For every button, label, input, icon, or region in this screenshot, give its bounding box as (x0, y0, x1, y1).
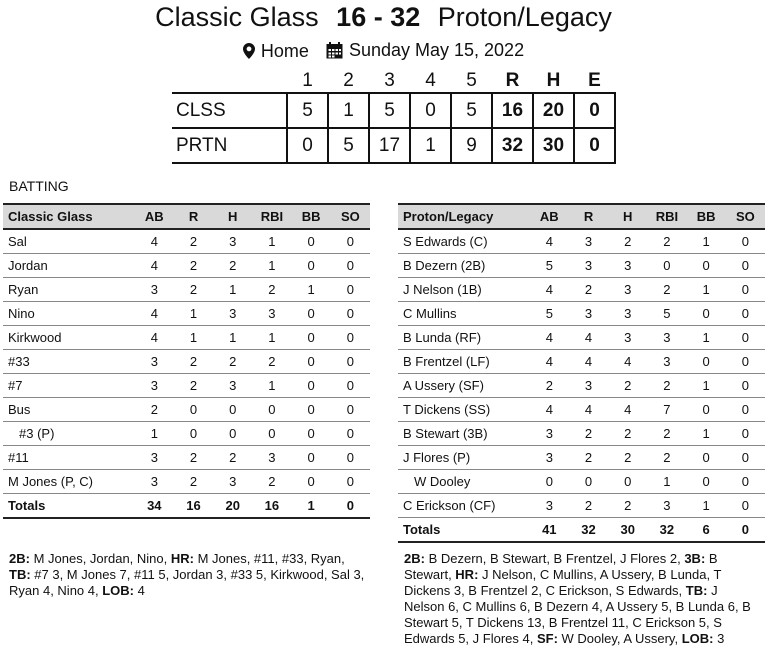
stat-cell: 2 (569, 446, 608, 470)
runs-header: R (505, 70, 520, 91)
note-label: LOB: (681, 631, 714, 646)
inning-runs: 1 (328, 93, 369, 128)
batting-section-label: BATTING (9, 178, 69, 194)
away-team-name: Classic Glass (155, 2, 319, 32)
stat-cell: 1 (687, 422, 726, 446)
stat-cell: 3 (647, 326, 686, 350)
stat-cell: 3 (569, 302, 608, 326)
inning-runs: 0 (410, 93, 451, 128)
stat-cell: 3 (530, 422, 569, 446)
stat-cell: 7 (647, 398, 686, 422)
stat-cell: 4 (569, 398, 608, 422)
stat-cell: 1 (174, 326, 213, 350)
totals-cell: 32 (569, 518, 608, 543)
note-label: 2B: (9, 551, 30, 566)
stat-cell: 5 (530, 254, 569, 278)
player-name: C Mullins (398, 302, 530, 326)
stat-column-header: R (569, 204, 608, 229)
stat-cell: 1 (252, 374, 291, 398)
totals-cell: 32 (647, 518, 686, 543)
final-score: 16 - 32 (336, 2, 421, 32)
player-name: A Ussery (SF) (398, 374, 530, 398)
inning-runs: 5 (369, 93, 410, 128)
date-item (326, 38, 524, 62)
stat-cell: 0 (687, 446, 726, 470)
note-text: 3 (713, 631, 725, 646)
player-row (3, 254, 370, 278)
stat-cell: 2 (213, 350, 252, 374)
stat-cell: 0 (608, 470, 647, 494)
player-row (3, 422, 370, 446)
player-row (3, 229, 370, 254)
stat-cell: 0 (331, 422, 370, 446)
stat-column-header: RBI (252, 204, 291, 229)
stat-cell: 4 (530, 229, 569, 254)
stat-cell: 0 (647, 254, 686, 278)
stat-cell: 3 (135, 350, 174, 374)
stat-cell: 0 (174, 422, 213, 446)
linescore-row-home (172, 128, 615, 163)
stat-cell: 0 (331, 398, 370, 422)
total-hits: 30 (533, 128, 574, 163)
totals-cell: 41 (530, 518, 569, 543)
totals-cell: 16 (174, 494, 213, 519)
player-row (3, 350, 370, 374)
stat-cell: 0 (687, 254, 726, 278)
location-text: Home (260, 40, 309, 61)
stat-cell: 1 (687, 326, 726, 350)
stat-cell: 3 (608, 254, 647, 278)
box-header-row (3, 204, 370, 229)
player-row (398, 229, 765, 254)
inning-runs: 1 (410, 128, 451, 163)
stat-cell: 0 (292, 470, 331, 494)
note-label: HR: (455, 567, 479, 582)
note-label: LOB: (102, 583, 134, 598)
stat-cell: 0 (687, 398, 726, 422)
stat-cell: 0 (292, 302, 331, 326)
note-label: 3B: (684, 551, 706, 566)
player-row (398, 398, 765, 422)
stat-cell: 0 (292, 229, 331, 254)
stat-cell: 3 (135, 374, 174, 398)
stat-cell: 2 (252, 470, 291, 494)
player-name: B Lunda (RF) (398, 326, 530, 350)
stat-cell: 0 (292, 350, 331, 374)
player-name: J Nelson (1B) (398, 278, 530, 302)
player-name: #11 (3, 446, 135, 470)
stat-cell: 2 (530, 374, 569, 398)
stat-cell: 0 (213, 398, 252, 422)
stat-column-header: R (174, 204, 213, 229)
stat-cell: 3 (608, 326, 647, 350)
player-name: C Erickson (CF) (398, 494, 530, 518)
totals-row (3, 494, 370, 519)
player-name: Jordan (3, 254, 135, 278)
note-text: B Stewart, (404, 551, 718, 582)
totals-row (398, 518, 765, 543)
player-name: #3 (P) (3, 422, 135, 446)
totals-cell: 30 (608, 518, 647, 543)
team-column-header: Classic Glass (3, 204, 135, 229)
stat-column-header: BB (292, 204, 331, 229)
stat-cell: 1 (213, 326, 252, 350)
player-name: Bus (3, 398, 135, 422)
home-batting-notes (404, 551, 760, 647)
location-item (243, 39, 309, 63)
inning-runs: 5 (287, 93, 328, 128)
note-label: SF: (536, 631, 558, 646)
note-label: 2B: (404, 551, 425, 566)
inning-header: 4 (425, 70, 436, 91)
calendar-icon (326, 42, 343, 59)
stat-column-header: AB (530, 204, 569, 229)
stat-column-header: BB (687, 204, 726, 229)
note-text: #7 3, M Jones 7, #11 5, Jordan 3, #33 5, Kirkwood, Sal 3, Ryan 4, Nino 4, (9, 567, 365, 598)
stat-cell: 4 (569, 326, 608, 350)
stat-cell: 0 (292, 446, 331, 470)
linescore-header (172, 70, 615, 93)
note-text: J Nelson 6, C Mullins 6, B Dezern 4, A Ussery 5, B Lunda 6, B Stewart 5, T Dickens 13, B Frentzel 11, C Erickson 5, S Edwards 5, J Flores 4, (404, 583, 751, 646)
player-row (3, 446, 370, 470)
stat-cell: 4 (530, 350, 569, 374)
stat-cell: 0 (174, 398, 213, 422)
inning-header: 2 (343, 70, 354, 91)
stat-cell: 3 (647, 494, 686, 518)
stat-cell: 0 (726, 302, 765, 326)
game-meta (0, 38, 767, 65)
stat-cell: 0 (726, 398, 765, 422)
totals-cell: 0 (331, 494, 370, 519)
stat-cell: 1 (292, 278, 331, 302)
away-batting-table (3, 203, 370, 519)
player-row (398, 350, 765, 374)
stat-cell: 0 (726, 229, 765, 254)
stat-cell: 2 (213, 446, 252, 470)
stat-cell: 0 (726, 422, 765, 446)
totals-label: Totals (3, 494, 135, 519)
stat-cell: 4 (530, 326, 569, 350)
inning-runs: 0 (287, 128, 328, 163)
stat-cell: 0 (569, 470, 608, 494)
linescore-row-away (172, 93, 615, 128)
stat-cell: 3 (213, 470, 252, 494)
stat-cell: 3 (135, 446, 174, 470)
note-label: HR: (170, 551, 194, 566)
note-text: W Dooley, A Ussery, (557, 631, 682, 646)
stat-cell: 2 (647, 422, 686, 446)
stat-column-header: H (608, 204, 647, 229)
stat-cell: 0 (331, 278, 370, 302)
player-row (398, 254, 765, 278)
linescore-team: PRTN (172, 128, 287, 163)
note-label: TB: (685, 583, 708, 598)
inning-runs: 5 (328, 128, 369, 163)
stat-cell: 3 (135, 278, 174, 302)
stat-cell: 0 (726, 374, 765, 398)
player-name: W Dooley (398, 470, 530, 494)
stat-cell: 2 (174, 278, 213, 302)
game-title (0, 0, 767, 34)
home-team-name: Proton/Legacy (437, 2, 612, 32)
linescore-team: CLSS (172, 93, 287, 128)
note-label: TB: (9, 567, 31, 582)
player-name: #33 (3, 350, 135, 374)
stat-cell: 2 (569, 278, 608, 302)
stat-cell: 0 (687, 302, 726, 326)
stat-cell: 2 (569, 494, 608, 518)
player-row (3, 398, 370, 422)
stat-cell: 4 (608, 350, 647, 374)
stat-cell: 0 (726, 494, 765, 518)
player-row (398, 422, 765, 446)
stat-cell: 4 (569, 350, 608, 374)
stat-cell: 4 (530, 398, 569, 422)
player-name: T Dickens (SS) (398, 398, 530, 422)
stat-cell: 2 (252, 278, 291, 302)
player-row (398, 326, 765, 350)
note-text: 4 (134, 583, 145, 598)
total-runs: 32 (492, 128, 533, 163)
stat-cell: 2 (647, 374, 686, 398)
stat-cell: 2 (647, 278, 686, 302)
player-name: M Jones (P, C) (3, 470, 135, 494)
stat-cell: 0 (331, 326, 370, 350)
stat-cell: 0 (331, 470, 370, 494)
hits-header: H (546, 70, 561, 91)
stat-cell: 4 (135, 326, 174, 350)
stat-column-header: SO (331, 204, 370, 229)
stat-cell: 2 (608, 374, 647, 398)
stat-cell: 2 (608, 494, 647, 518)
totals-cell: 0 (726, 518, 765, 543)
stat-cell: 2 (174, 350, 213, 374)
inning-header: 1 (302, 70, 313, 91)
stat-cell: 5 (530, 302, 569, 326)
stat-cell: 0 (726, 326, 765, 350)
stat-cell: 3 (252, 302, 291, 326)
total-hits: 20 (533, 93, 574, 128)
stat-cell: 3 (569, 229, 608, 254)
stat-cell: 2 (135, 398, 174, 422)
home-batting-table (398, 203, 765, 543)
player-row (398, 302, 765, 326)
stat-cell: 4 (135, 229, 174, 254)
stat-cell: 3 (213, 302, 252, 326)
stat-cell: 2 (174, 470, 213, 494)
stat-cell: 0 (292, 422, 331, 446)
stat-cell: 1 (687, 494, 726, 518)
linescore-table (172, 70, 616, 164)
player-name: Sal (3, 229, 135, 254)
stat-cell: 3 (252, 446, 291, 470)
stat-cell: 2 (608, 229, 647, 254)
stat-cell: 2 (213, 254, 252, 278)
team-column-header: Proton/Legacy (398, 204, 530, 229)
player-row (3, 374, 370, 398)
stat-cell: 4 (135, 302, 174, 326)
stat-cell: 3 (135, 470, 174, 494)
stat-cell: 0 (331, 254, 370, 278)
stat-cell: 1 (687, 278, 726, 302)
stat-cell: 1 (647, 470, 686, 494)
totals-cell: 34 (135, 494, 174, 519)
totals-label: Totals (398, 518, 530, 543)
player-name: Ryan (3, 278, 135, 302)
totals-cell: 6 (687, 518, 726, 543)
stat-cell: 1 (687, 229, 726, 254)
player-name: #7 (3, 374, 135, 398)
stat-cell: 0 (530, 470, 569, 494)
box-header-row (398, 204, 765, 229)
note-text: M Jones, #11, #33, Ryan, (193, 551, 345, 566)
stat-cell: 2 (174, 229, 213, 254)
stat-cell: 0 (726, 278, 765, 302)
stat-cell: 1 (252, 326, 291, 350)
stat-cell: 3 (608, 302, 647, 326)
stat-cell: 1 (687, 374, 726, 398)
stat-cell: 0 (687, 470, 726, 494)
player-name: J Flores (P) (398, 446, 530, 470)
player-name: S Edwards (C) (398, 229, 530, 254)
stat-cell: 3 (569, 374, 608, 398)
player-name: B Dezern (2B) (398, 254, 530, 278)
stat-cell: 2 (608, 422, 647, 446)
stat-cell: 3 (608, 278, 647, 302)
note-text: J Nelson, C Mullins, A Ussery, B Lunda, T Dickens 3, B Frentzel 2, C Erickson, S Edwards, (404, 567, 722, 598)
stat-column-header: RBI (647, 204, 686, 229)
date-text: Sunday May 15, 2022 (348, 40, 525, 60)
map-pin-icon (243, 43, 255, 59)
stat-cell: 2 (252, 350, 291, 374)
stat-cell: 0 (726, 446, 765, 470)
player-row (398, 494, 765, 518)
stat-cell: 2 (647, 446, 686, 470)
inning-runs: 17 (369, 128, 410, 163)
player-name: Kirkwood (3, 326, 135, 350)
stat-cell: 2 (608, 446, 647, 470)
stat-cell: 3 (530, 446, 569, 470)
stat-cell: 3 (647, 350, 686, 374)
stat-cell: 5 (647, 302, 686, 326)
player-name: B Stewart (3B) (398, 422, 530, 446)
stat-cell: 0 (687, 350, 726, 374)
stat-cell: 0 (292, 254, 331, 278)
stat-cell: 0 (252, 398, 291, 422)
player-row (398, 470, 765, 494)
totals-cell: 1 (292, 494, 331, 519)
stat-cell: 0 (726, 350, 765, 374)
stat-cell: 0 (292, 326, 331, 350)
linescore-team-header (172, 70, 287, 93)
stat-cell: 2 (174, 446, 213, 470)
player-row (3, 302, 370, 326)
stat-cell: 0 (213, 422, 252, 446)
total-runs: 16 (492, 93, 533, 128)
stat-cell: 0 (331, 302, 370, 326)
player-name: B Frentzel (LF) (398, 350, 530, 374)
player-row (398, 374, 765, 398)
stat-cell: 1 (213, 278, 252, 302)
stat-cell: 2 (174, 254, 213, 278)
player-row (398, 278, 765, 302)
player-row (3, 470, 370, 494)
stat-cell: 4 (135, 254, 174, 278)
away-batting-notes (9, 551, 369, 599)
totals-cell: 20 (213, 494, 252, 519)
player-row (3, 326, 370, 350)
stat-cell: 0 (252, 422, 291, 446)
stat-cell: 0 (726, 254, 765, 278)
stat-cell: 3 (569, 254, 608, 278)
errors-header: E (588, 70, 601, 91)
total-errors: 0 (574, 93, 615, 128)
player-name: Nino (3, 302, 135, 326)
stat-cell: 1 (252, 254, 291, 278)
stat-cell: 4 (608, 398, 647, 422)
stat-cell: 0 (331, 446, 370, 470)
note-text: M Jones, Jordan, Nino, (29, 551, 171, 566)
player-row (3, 278, 370, 302)
stat-cell: 0 (331, 350, 370, 374)
stat-column-header: SO (726, 204, 765, 229)
stat-cell: 4 (530, 278, 569, 302)
inning-runs: 9 (451, 128, 492, 163)
stat-cell: 0 (292, 374, 331, 398)
stat-cell: 0 (331, 229, 370, 254)
stat-cell: 0 (331, 374, 370, 398)
stat-cell: 0 (726, 470, 765, 494)
stat-cell: 1 (135, 422, 174, 446)
stat-cell: 3 (213, 229, 252, 254)
stat-cell: 1 (252, 229, 291, 254)
stat-cell: 1 (174, 302, 213, 326)
inning-header: 5 (466, 70, 477, 91)
stat-column-header: H (213, 204, 252, 229)
stat-column-header: AB (135, 204, 174, 229)
stat-cell: 2 (569, 422, 608, 446)
player-row (398, 446, 765, 470)
inning-runs: 5 (451, 93, 492, 128)
inning-header: 3 (384, 70, 395, 91)
note-text: B Dezern, B Stewart, B Frentzel, J Flores 2, (424, 551, 685, 566)
stat-cell: 0 (292, 398, 331, 422)
totals-cell: 16 (252, 494, 291, 519)
stat-cell: 2 (647, 229, 686, 254)
stat-cell: 3 (213, 374, 252, 398)
stat-cell: 2 (174, 374, 213, 398)
total-errors: 0 (574, 128, 615, 163)
stat-cell: 3 (530, 494, 569, 518)
